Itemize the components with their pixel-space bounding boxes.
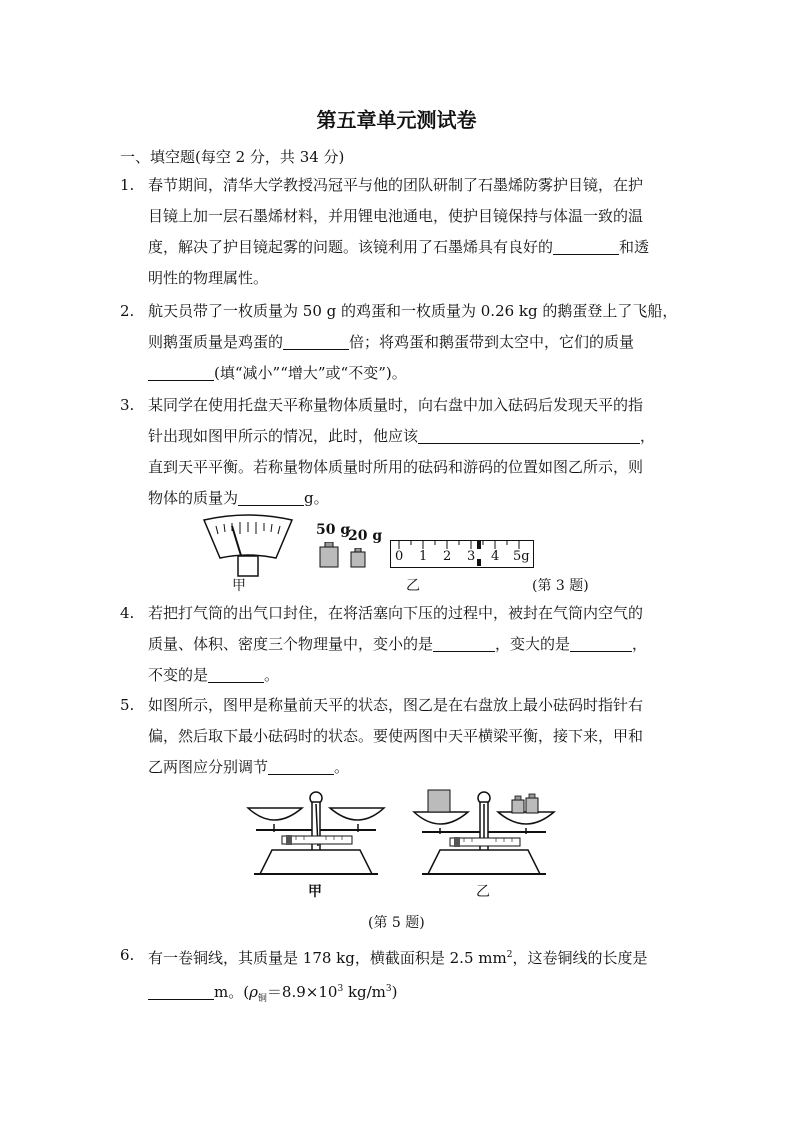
answer-blank[interactable] (570, 633, 632, 652)
scale-tick-label: 5g (513, 549, 530, 564)
answer-blank[interactable] (433, 633, 495, 652)
question-6 (120, 940, 680, 1015)
question-number: 2. (120, 302, 135, 320)
question-text: 目镜上加一层石墨烯材料，并用锂电池通电，使护目镜保持与体温一致的温 (148, 207, 644, 225)
question-text: 则鹅蛋质量是鸡蛋的 倍；将鸡蛋和鹅蛋带到太空中，它们的质量 (148, 333, 635, 351)
scale-tick-label: 3 (467, 549, 476, 564)
question-text: 航天员带了一枚质量为 50 g 的鸡蛋和一枚质量为 0.26 kg 的鹅蛋登上了飞船， (148, 302, 678, 320)
answer-blank[interactable] (238, 487, 304, 506)
question-text: 针出现如图甲所示的情况，此时，他应该 ， (148, 427, 656, 445)
question-text: m。($\rho_铜=8.9\times 10^3$ $kg/m^3$) (148, 974, 680, 1015)
question-text: 明性的物理属性。 (148, 269, 269, 287)
question-number: 3. (120, 396, 135, 414)
question-text: 偏，然后取下最小砝码时的状态。要使两图中天平横梁平衡，接下来，甲和 (148, 727, 644, 745)
figure-caption: (第 5 题) (368, 915, 425, 931)
figure-3-rider-scale (390, 540, 534, 568)
question-text: 质量、体积、密度三个物理量中，变小的是 ，变大的是 ， (148, 635, 648, 653)
question-text: 度，解决了护目镜起雾的问题。该镜利用了石墨烯具有良好的 和透 (148, 238, 650, 256)
scale-tick-label: 0 (395, 549, 404, 564)
page-title: 第五章单元测试卷 (316, 108, 477, 132)
question-1 (120, 170, 680, 294)
scale-tick-label: 1 (419, 549, 428, 564)
answer-blank[interactable] (418, 425, 640, 444)
weight-20g-icon (350, 548, 366, 568)
answer-blank[interactable] (148, 362, 214, 381)
balance-jia-figure (246, 788, 386, 880)
figure-3-pointer-scale (198, 512, 298, 577)
weight-50g-icon (318, 542, 340, 568)
answer-blank[interactable] (283, 331, 349, 350)
question-text: 物体的质量为 g。 (148, 489, 329, 507)
answer-blank[interactable] (208, 664, 264, 683)
balance-yi-figure (412, 788, 557, 880)
rider-marker (477, 541, 481, 549)
question-text: 春节期间，清华大学教授冯冠平与他的团队研制了石墨烯防雾护目镜，在护 (148, 176, 644, 194)
figure-caption: (第 3 题) (532, 578, 589, 594)
answer-blank[interactable] (553, 236, 619, 255)
question-4 (120, 598, 680, 691)
question-text: 乙两图应分别调节 。 (148, 758, 350, 776)
figure-label-jia: 甲 (232, 578, 246, 594)
question-number: 1. (120, 176, 135, 194)
question-text: 不变的是 。 (148, 666, 280, 684)
question-text: (填“减小”“增大”或“不变”)。 (148, 358, 680, 389)
scale-tick-label: 2 (443, 549, 452, 564)
figure-label-jia: 甲 (308, 884, 322, 900)
object-on-pan (428, 790, 450, 812)
scale-tick-label: 4 (491, 549, 500, 564)
weight-label: 50 g (316, 522, 351, 538)
question-number: 5. (120, 696, 135, 714)
figure-label-yi: 乙 (476, 884, 490, 900)
question-number: 4. (120, 604, 135, 622)
weight-label: 20 g (348, 528, 383, 544)
answer-blank[interactable] (148, 981, 214, 1000)
question-2 (120, 296, 680, 389)
question-text: 如图所示，图甲是称量前天平的状态，图乙是在右盘放上最小砝码时指针右 (148, 696, 644, 714)
question-text: 某同学在使用托盘天平称量物体质量时，向右盘中加入砝码后发现天平的指 (148, 396, 644, 414)
question-3 (120, 390, 680, 514)
weight-icon (512, 800, 524, 813)
question-5 (120, 690, 680, 783)
figure-label-yi: 乙 (406, 578, 420, 594)
answer-blank[interactable] (268, 756, 334, 775)
section-heading: 一、填空题(每空 2 分，共 34 分) (120, 148, 345, 166)
question-text: 若把打气筒的出气口封住，在将活塞向下压的过程中，被封在气筒内空气的 (148, 604, 644, 622)
question-text: 直到天平平衡。若称量物体质量时所用的砝码和游码的位置如图乙所示，则 (148, 458, 644, 476)
question-text: 有一卷铜线，其质量是 178 kg，横截面积是 2.5 $mm^2$，这卷铜线的长度是 (148, 949, 648, 967)
weight-icon (526, 798, 538, 813)
question-number: 6. (120, 946, 135, 964)
